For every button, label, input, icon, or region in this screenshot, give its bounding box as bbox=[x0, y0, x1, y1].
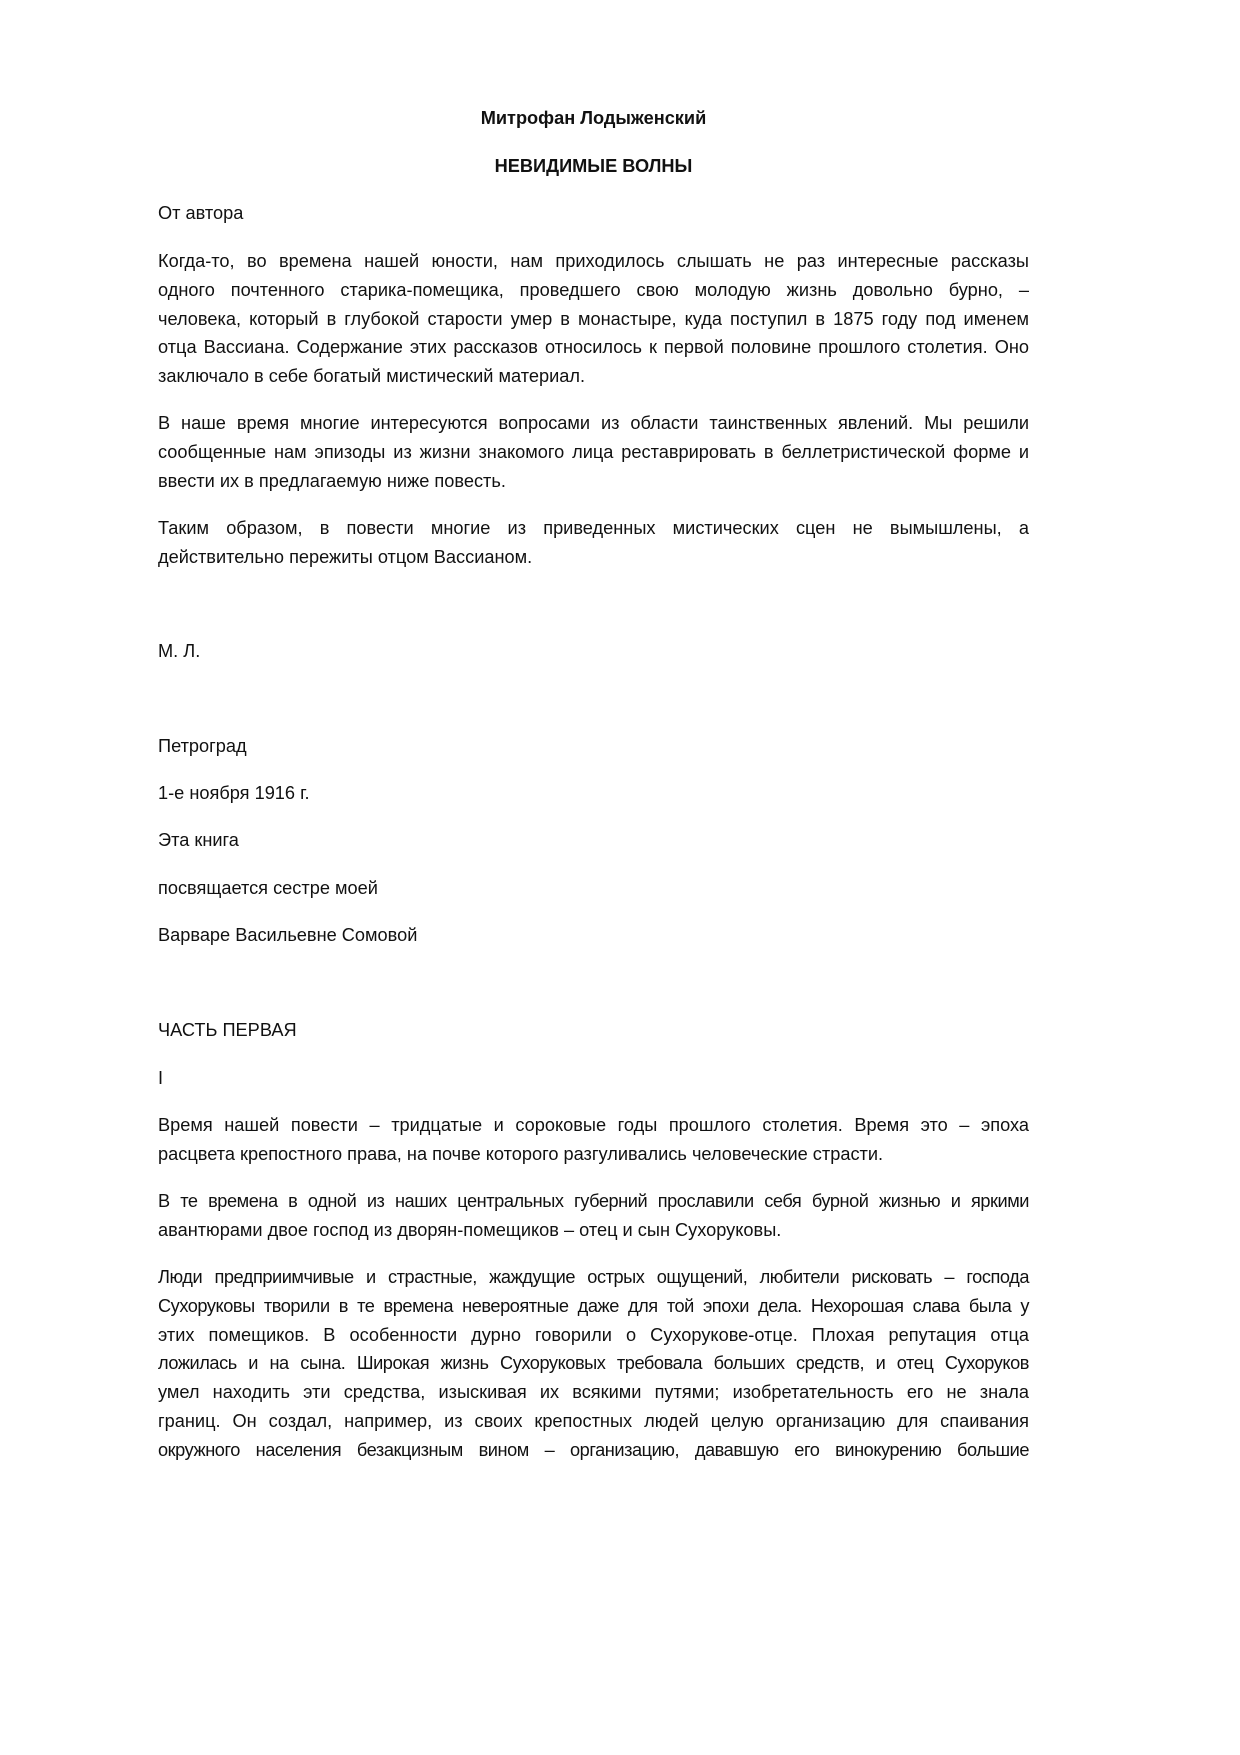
text-line: Таким образом, в повести многие из приведенных мистических сцен не вымышлены, а bbox=[158, 518, 1029, 538]
text-line: Когда-то, во времена нашей юности, нам приходилось слышать не раз интересные рассказы bbox=[158, 251, 1029, 271]
dedication-line-3: Варваре Васильевне Сомовой bbox=[158, 925, 418, 945]
preface-paragraph-2 bbox=[158, 409, 1029, 495]
preface-paragraph-3 bbox=[158, 514, 1029, 572]
author-name: Митрофан Лодыженский bbox=[480, 108, 707, 128]
text-line: одного почтенного старика-помещика, проведшего свою молодую жизнь довольно бурно, – bbox=[158, 279, 1029, 300]
text-line: Сухоруковы творили в те времена невероятные даже для той эпохи дела. Нехорошая слава была у bbox=[158, 1295, 1029, 1316]
text-line: ложилась и на сына. Широкая жизнь Сухоруковых требовала больших средств, и отец Сухоруков bbox=[158, 1353, 1029, 1374]
text-line: Время нашей повести – тридцатые и сороковые годы прошлого столетия. Время это – эпоха bbox=[158, 1115, 1029, 1135]
book-title: НЕВИДИМЫЕ ВОЛНЫ bbox=[494, 156, 693, 176]
text-line: этих помещиков. В особенности дурно говорили о Сухорукове-отце. Плохая репутация отца bbox=[158, 1324, 1029, 1345]
text-line: умел находить эти средства, изыскивая их всякими путями; изобретательность его не знала bbox=[158, 1382, 1029, 1403]
text-line: человека, который в глубокой старости умер в монастыре, куда поступил в 1875 году под именем bbox=[158, 308, 1029, 329]
text-line: окружного населения безакцизным вином – организацию, дававшую его винокурению большие bbox=[158, 1439, 1029, 1460]
dedication-line-2: посвящается сестре моей bbox=[158, 878, 378, 898]
text-line: ввести их в предлагаемую ниже повесть. bbox=[158, 470, 506, 491]
text-line: расцвета крепостного права, на почве которого разгуливались человеческие страсти. bbox=[158, 1143, 884, 1164]
preface-heading: От автора bbox=[158, 203, 244, 223]
date-line: 1-е ноября 1916 г. bbox=[158, 783, 310, 803]
text-line: границ. Он создал, например, из своих крепостных людей целую организацию для спаивания bbox=[158, 1410, 1029, 1431]
text-line: отца Вассиана. Содержание этих рассказов относилось к первой половине прошлого столетия. Оно bbox=[158, 337, 1029, 358]
part-heading: ЧАСТЬ ПЕРВАЯ bbox=[158, 1020, 297, 1040]
chapter-paragraph-1 bbox=[158, 1111, 1029, 1169]
text-line: В наше время многие интересуются вопросами из области таинственных явлений. Мы решили bbox=[158, 413, 1029, 433]
preface-paragraph-1 bbox=[158, 247, 1029, 391]
chapter-paragraph-2 bbox=[158, 1187, 1029, 1245]
text-line: действительно пережиты отцом Вассианом. bbox=[158, 546, 533, 567]
text-line: Люди предприимчивые и страстные, жаждущие острых ощущений, любители рисковать – господа bbox=[158, 1267, 1029, 1287]
text-line: авантюрами двое господ из дворян-помещиков – отец и сын Сухоруковы. bbox=[158, 1219, 782, 1240]
author-signature: М. Л. bbox=[158, 641, 201, 661]
dedication-line-1: Эта книга bbox=[158, 830, 239, 850]
text-line: сообщенные нам эпизоды из жизни знакомого лица реставрировать в беллетристической форме и bbox=[158, 441, 1029, 462]
text-line: В те времена в одной из наших центральных губерний прославили себя бурной жизнью и яркими bbox=[158, 1191, 1029, 1211]
chapter-number: I bbox=[158, 1068, 164, 1088]
place-line: Петроград bbox=[158, 736, 247, 756]
chapter-paragraph-3 bbox=[158, 1263, 1029, 1465]
text-line: заключало в себе богатый мистический материал. bbox=[158, 366, 586, 387]
